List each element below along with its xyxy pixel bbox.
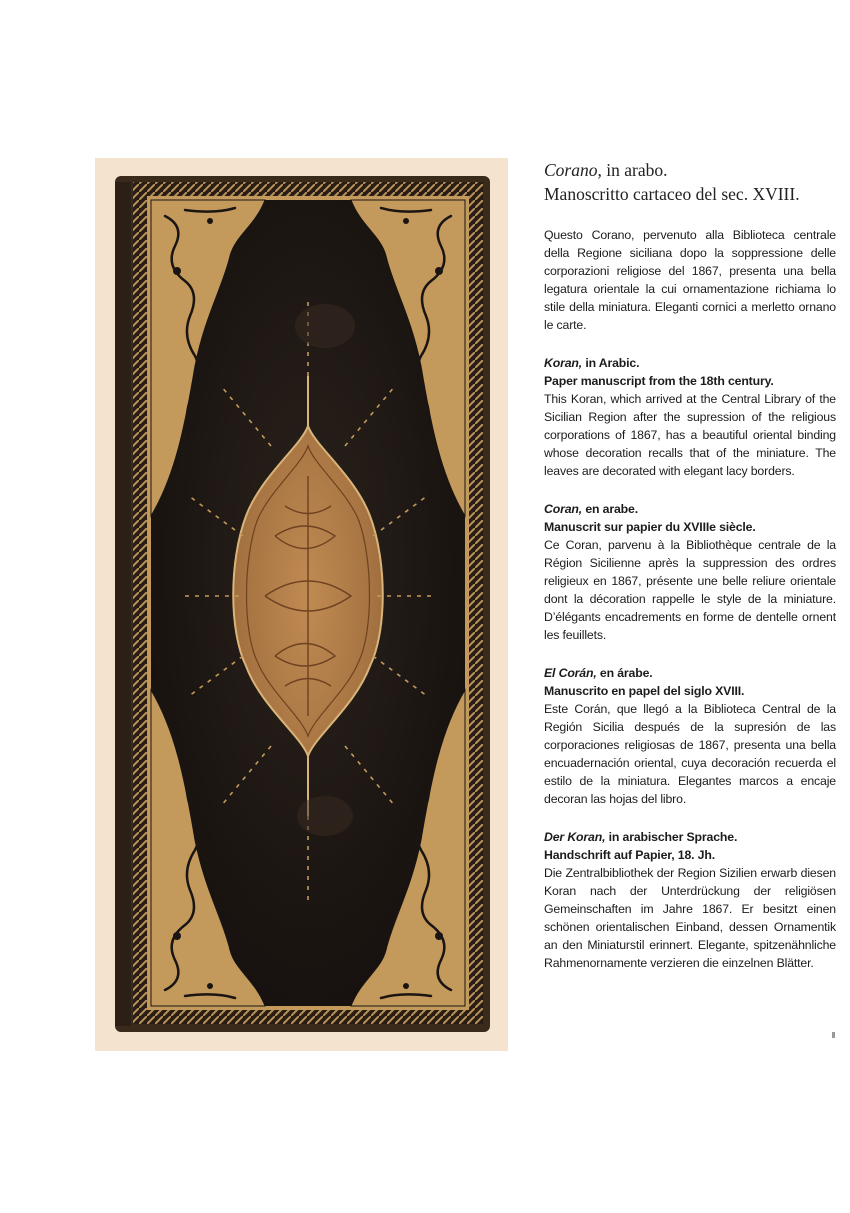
french-title-rest: en arabe.	[582, 502, 638, 516]
spanish-paragraph	[544, 664, 836, 808]
english-paragraph	[544, 354, 836, 480]
page-mark	[832, 1032, 835, 1038]
italian-body: Questo Corano, pervenuto alla Biblioteca centrale della Regione siciliana dopo la soppressione delle corporazioni religiose del 1867, presenta una bella legatura orientale la cui ornamentazione richiama lo stile della miniatura. Eleganti cornici a merletto ornano le carte.	[544, 228, 836, 332]
french-title-italic: Coran,	[544, 502, 583, 516]
caption-column	[544, 158, 836, 992]
heading-title-rest: in arabo.	[601, 160, 668, 180]
heading-title-italic: Corano,	[544, 160, 602, 180]
french-title	[544, 502, 638, 516]
english-title	[544, 356, 639, 370]
spanish-title	[544, 666, 653, 680]
english-title-italic: Koran,	[544, 356, 583, 370]
german-title	[544, 830, 737, 844]
spanish-body: Este Corán, que llegó a la Biblioteca Central de la Región Sicilia después de la supresión de las corporaciones religiosas de 1867, presenta una bella encuadernación oriental, cuya decoración recuerda el estilo de la miniatura. Elegantes marcos a encaje decoran las hojas del libro.	[544, 702, 836, 806]
page-heading	[544, 158, 836, 206]
english-subtitle: Paper manuscript from the 18th century.	[544, 374, 774, 388]
french-subtitle: Manuscrit sur papier du XVIIIe siècle.	[544, 520, 756, 534]
french-body: Ce Coran, parvenu à la Bibliothèque centrale de la Région Sicilienne après la suppression des ordres religieux en 1867, présente une belle reliure orientale dont la décoration rappelle le style de la miniature. D’élégants encadrements en forme de dentelle ornent les feuillets.	[544, 538, 836, 642]
spanish-title-rest: en árabe.	[596, 666, 653, 680]
german-title-italic: Der Koran,	[544, 830, 606, 844]
german-body: Die Zentralbibliothek der Region Sizilien erwarb diesen Koran nach der Unterdrückung der religiösen Gemeinschaften im Jahre 1867. Er besitzt einen schönen orientalischen Einband, dessen Ornamentik an den Miniaturstil erinnert. Elegante, spitzenähnliche Rahmenornamente verzieren die einzelnen Blätter.	[544, 866, 836, 970]
spanish-title-italic: El Corán,	[544, 666, 597, 680]
german-title-rest: in arabischer Sprache.	[605, 830, 738, 844]
french-paragraph	[544, 500, 836, 644]
english-title-rest: in Arabic.	[582, 356, 640, 370]
spanish-subtitle: Manuscrito en papel del siglo XVIII.	[544, 684, 745, 698]
italian-paragraph	[544, 226, 836, 334]
koran-binding-photo	[115, 176, 490, 1032]
english-body: This Koran, which arrived at the Central Library of the Sicilian Region after the supression of the religious corporations of 1867, has a beautiful oriental binding whose decoration recalls that of the miniature. The leaves are decorated with elegant lacy borders.	[544, 392, 836, 478]
heading-subtitle: Manoscritto cartaceo del sec. XVIII.	[544, 184, 800, 204]
german-subtitle: Handschrift auf Papier, 18. Jh.	[544, 848, 715, 862]
german-paragraph	[544, 828, 836, 972]
